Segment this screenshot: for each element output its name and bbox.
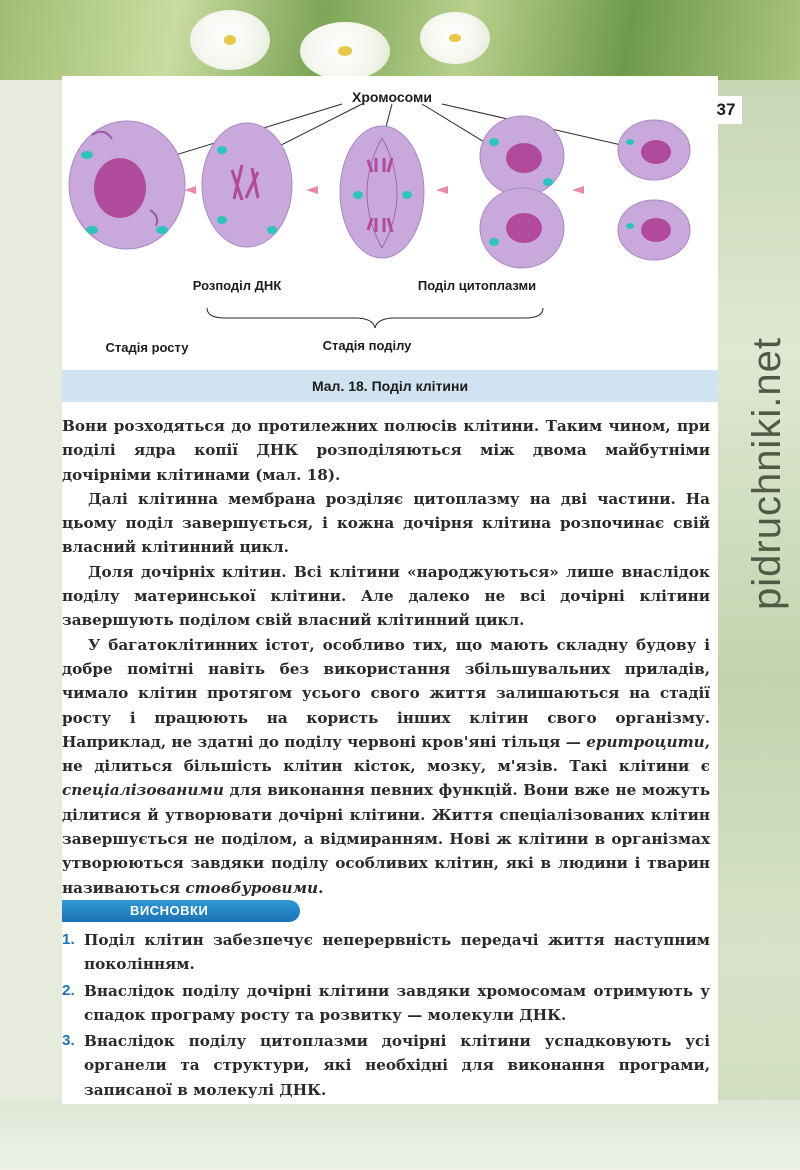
growth-stage-label: Стадія росту xyxy=(105,340,189,355)
paragraph-text: для виконання певних функцій. Вони вже не можуть ділитися й утворювати дочірні клітини. Життя спеціалізованих клітин завершується не поділом, а відмиранням. Нові ж клітини в організмах утворюються завдяки поділу особливих клітин, які в людини і тварин називаються xyxy=(62,781,710,897)
dna-division-label: Розподіл ДНК xyxy=(192,278,282,293)
conclusion-number: 2. xyxy=(62,981,75,999)
leaf-background-bottom xyxy=(0,1100,800,1170)
term-specialized: спеціалізованими xyxy=(62,781,224,800)
cell-chromosome-separation xyxy=(340,126,424,258)
figure-caption: Мал. 18. Поділ клітини xyxy=(62,370,718,402)
side-brand-text: pidruchniki.net xyxy=(745,337,789,610)
paragraph: Вони розходяться до протилежних полюсів клітини. Таким чином, при поділі ядра копії ДНК розподіляються між двома майбутніми дочірніми клітинами (мал. 18). xyxy=(62,417,710,484)
top-decorative-banner xyxy=(0,0,800,80)
cell-cytokinesis xyxy=(480,116,564,268)
cell-division-figure xyxy=(62,80,718,370)
cell-growth-stage xyxy=(69,121,185,249)
flower-decoration xyxy=(420,12,490,64)
conclusion-text: Внаслідок поділу дочірні клітини завдяки хромосомам отримують у спадок програму росту та розвитку — молекули ДНК. xyxy=(84,981,710,1024)
page-number: 37 xyxy=(710,96,742,124)
main-text xyxy=(62,414,710,900)
division-brace xyxy=(207,308,543,328)
conclusion-number: 1. xyxy=(62,931,75,948)
conclusion-item xyxy=(62,928,710,977)
flower-decoration xyxy=(190,10,270,70)
paragraph-lead: Доля дочірніх клітин. xyxy=(88,562,287,581)
arrow-icon xyxy=(572,186,584,194)
paragraph-text: . xyxy=(318,878,324,897)
paragraph-text: , не ділиться більшість клітин кісток, мозку, м'язів. Такі клітини є xyxy=(62,732,710,776)
paragraph: Далі клітинна мембрана розділяє цитоплазму на дві частини. На цьому поділ завершується, і кожна дочірня клітина розпочинає свій власний клітинний цикл. xyxy=(62,489,710,557)
term-stem: стовбуровими xyxy=(185,878,319,897)
division-stage-label: Стадія поділу xyxy=(322,338,412,353)
paragraph-body: Всі клітини «народжуються» лише внаслідок поділу материнської клітини. Але далеко не всі дочірні клітини завершують поділом свій власний клітинний цикл. xyxy=(62,562,710,630)
conclusion-text: Внаслідок поділу цитоплазми дочірні клітини успадковують усі органели та структури, які необхідні для виконання програми, записаної в молекулі ДНК. xyxy=(84,1032,710,1099)
cell-chromosome-condensation xyxy=(202,123,292,247)
cytoplasm-division-label: Поділ цитоплазми xyxy=(417,278,537,293)
paragraph xyxy=(62,633,710,900)
conclusions-header: ВИСНОВКИ xyxy=(62,900,300,922)
arrow-icon xyxy=(306,186,318,194)
conclusions-list xyxy=(62,928,710,1104)
arrow-icon xyxy=(436,186,448,194)
conclusion-text: Поділ клітин забезпечує неперервність передачі життя наступним поколінням. xyxy=(84,931,710,974)
daughter-cells xyxy=(618,120,690,260)
conclusion-number: 3. xyxy=(62,1032,75,1050)
chromosomes-label: Хромосоми xyxy=(352,89,432,105)
conclusion-item xyxy=(62,1029,710,1102)
paragraph-text: У багатоклітинних істот, особливо тих, що мають складну будову і добре помітні навіть без використання збільшувальних приладів, чимало клітин протягом усього свого життя залишаються на стадії росту і працюють на користь інших клітин свого організму. Наприклад, не здатні до поділу червоні кров'яні тільця — xyxy=(62,635,710,751)
term-erythrocytes: еритроцити xyxy=(586,732,705,751)
arrow-icon xyxy=(184,186,196,194)
paragraph xyxy=(62,560,710,633)
conclusion-item xyxy=(62,979,710,1028)
flower-decoration xyxy=(300,22,390,80)
